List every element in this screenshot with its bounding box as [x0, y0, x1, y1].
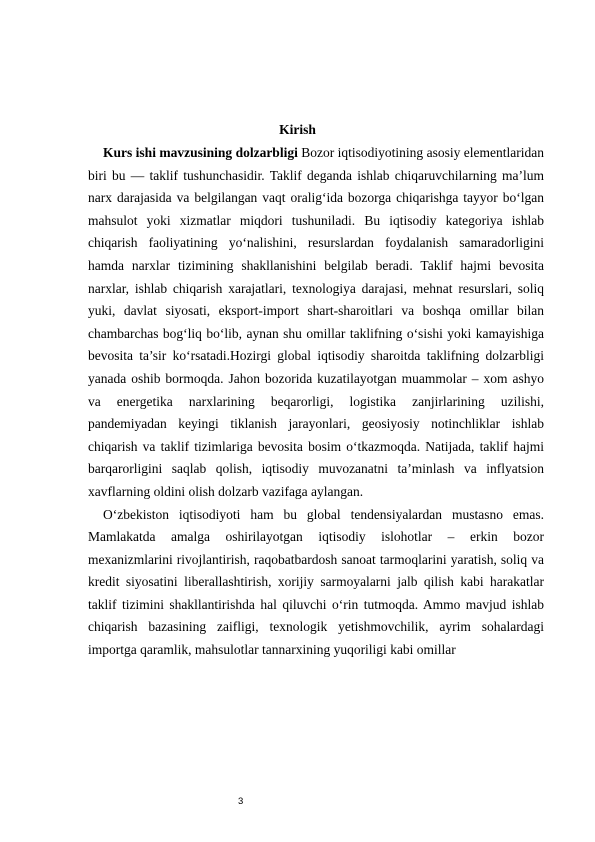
body-text	[88, 142, 544, 662]
paragraph-uzbekistan	[88, 504, 544, 662]
paragraph-relevance	[88, 142, 544, 504]
paragraph-lead-heading: Kurs ishi mavzusining dolzarbligi	[103, 145, 298, 160]
paragraph-text: O‘zbekiston iqtisodiyoti ham bu global tendensiyalardan mustasno emas. Mamlakatda amalga oshirilayotgan iqtisodiy islohotlar – erkin bozor mexanizmlarini rivojlantirish, raqobatbardosh sanoat tarmoqlarini yaratish, soliq va kredit siyosatini liberallashtirish, xorijiy sarmoyalarni jalb qilish kabi harakatlar taklif tizimini shakllantirishda hal qiluvchi o‘rin tutmoqda. Ammo mavjud ishlab chiqarish bazasining zaifligi, texnologik yetishmovchilik, ayrim sohalardagi importga qaramlik, mahsulotlar tannarxining yuqoriligi kabi omillar	[88, 506, 544, 658]
section-title: Kirish	[279, 122, 316, 137]
paragraph-text: Bozor iqtisodiyotining asosiy elementlaridan biri bu — taklif tushunchasidir. Taklif deganda ishlab chiqaruvchilarning ma’lum narx darajasida va belgilangan vaqt oralig‘ida bozorga chiqarishga tayyor bo‘lgan mahsulot yoki xizmatlar miqdori tushuniladi. Bu iqtisodiy kategoriya ishlab chiqarish faoliyatining yo‘nalishini, resurslardan foydalanish samaradorligini hamda narxlar tizimining shakllanishini belgilab beradi. Taklif hajmi bevosita narxlar, ishlab chiqarish xarajatlari, texnologiya darajasi, mehnat resurslari, soliq yuki, davlat siyosati, eksport-import shart-sharoitlari va boshqa omillar bilan chambarchas bog‘liq bo‘lib, aynan shu omillar taklifning o‘sishi yoki kamayishiga bevosita ta’sir ko‘rsatadi.Hozirgi global iqtisodiy sharoitda taklifning dolzarbligi yanada oshib bormoqda. Jahon bozorida kuzatilayotgan muammolar – xom ashyo va energetika narxlarining beqarorligi, logistika zanjirlarining uzilishi, pandemiyadan keyingi tiklanish jarayonlari, geosiyosiy notinchliklar ishlab chiqarish va taklif tizimlariga bevosita bosim o‘tkazmoqda. Natijada, taklif hajmi barqarorligini saqlab qolish, iqtisodiy muvozanatni ta’minlash va inflyatsion xavflarning oldini olish dolzarb vazifaga aylangan.	[88, 145, 544, 499]
page-number: 3	[238, 796, 244, 807]
